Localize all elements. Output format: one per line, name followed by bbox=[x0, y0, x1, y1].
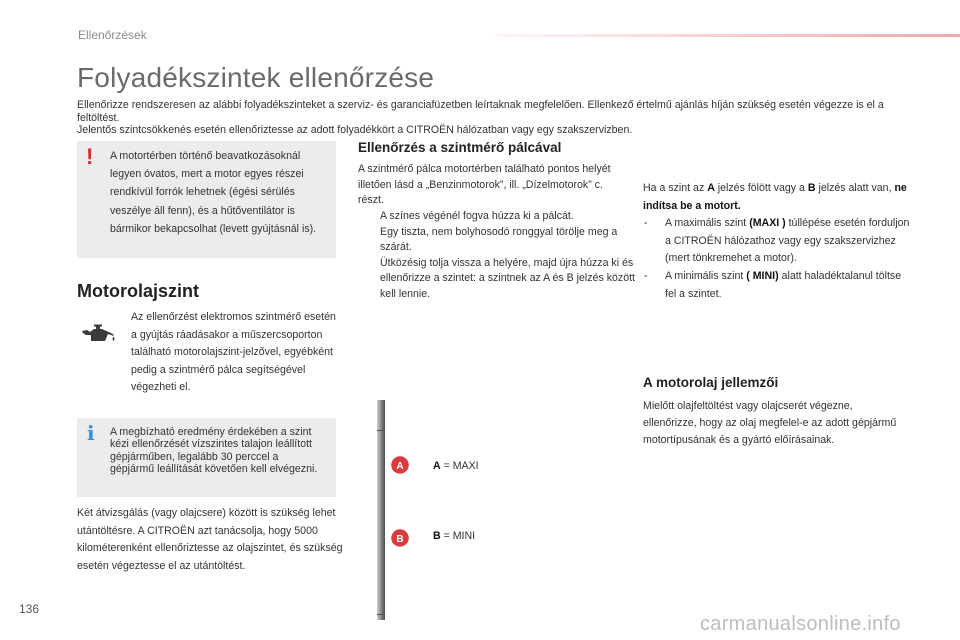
warning-text: A motortérben történő beavatkozásoknál legyen óvatos, mert a motor egyes részei rendkívül forrók lehetnek (égési sérülés veszélye áll fenn), és a hűtőventilátor is bármikor bekapcsolhat (levett gyújtásnál is). bbox=[110, 150, 317, 235]
dipstick-steps bbox=[358, 209, 636, 303]
motorolaj-text: Az ellenőrzést elektromos szintmérő esetén a gyújtás ráadásakor a műszercsoporton található motorolajszint-jelzővel, egyébként pedig a szintmérő pálca segítségével végezheti el. bbox=[131, 311, 336, 394]
list-item bbox=[358, 225, 636, 256]
list-item bbox=[358, 256, 636, 303]
page-title: Folyadékszintek ellenőrzése bbox=[77, 62, 435, 93]
dipstick-heading: Ellenőrzés a szintmérő pálcával bbox=[358, 140, 562, 155]
level-list bbox=[643, 215, 913, 303]
intro-paragraph: Jelentős szintcsökkenés esetén ellenőriztesse az adott folyadékkört a CITROËN hálózatban vagy egy szakszervizben. bbox=[77, 124, 633, 137]
oil-spec-heading: A motorolaj jellemzői bbox=[643, 375, 779, 390]
refill-text: Két átvizsgálás (vagy olajcsere) között is szükség lehet utántöltésre. A CITROËN azt tanácsolja, hogy 5000 kilométerenként ellenőriztesse az olajszintet, és szükség esetén végeztesse el az utántöltést. bbox=[77, 507, 343, 572]
info-box bbox=[77, 418, 336, 497]
watermark: carmanualsonline.info bbox=[700, 613, 901, 635]
section-label: Ellenőrzések bbox=[78, 28, 147, 42]
info-icon: i bbox=[87, 421, 95, 445]
intro-text bbox=[77, 99, 907, 137]
info-text: A megbízható eredmény érdekében a szint kézi ellenőrzését vízszintes talajon leállított gépjárműben, legalább 30 perccel a gépjármű leállítását követően kell elvégezni. bbox=[110, 426, 318, 476]
step-text: Ütközésig tolja vissza a helyére, majd újra húzza ki és ellenőrizze a szintet: a szintnek az A és B jelzés között kell lennie. bbox=[380, 256, 635, 300]
warning-box bbox=[77, 141, 336, 258]
dipstick-intro: A szintmérő pálca motortérben található pontos helyét illetően lásd a „Benzinmotorok”, ill. „Dízelmotorok” c. részt. bbox=[358, 163, 611, 207]
oil-can-icon bbox=[81, 322, 115, 344]
step-text: A színes végénél fogva húzza ki a pálcát. bbox=[380, 210, 574, 222]
page-number: 136 bbox=[19, 602, 40, 616]
list-item bbox=[358, 209, 636, 225]
marker-b: B bbox=[396, 534, 404, 545]
list-item: - A minimális szint ( MINI) alatt haladéktalanul töltse fel a szintet. bbox=[644, 269, 902, 300]
intro-paragraph: Ellenőrizze rendszeresen az alábbi folyadékszinteket a szerviz- és garanciafüzetben leírtaknak megfelelően. Ellenkező értelmű ajánlás híján szükség esetén végezze is el a feltöltést. bbox=[77, 99, 884, 124]
label-maxi: A = MAXI bbox=[433, 460, 479, 472]
step-text: Egy tiszta, nem bolyhosodó ronggyal törölje meg a szárát. bbox=[380, 225, 618, 254]
list-item: - A maximális szint (MAXI ) túllépése esetén forduljon a CITROËN hálózathoz vagy egy szakszervizhez (mert tönkremehet a motor). bbox=[644, 217, 910, 265]
oil-spec-text: Mielőtt olajfeltöltést vagy olajcserét végezne, ellenőrizze, hogy az olaj megfelel-e az adott gépjármű motortípusának és a gyártó előírásainak. bbox=[643, 400, 897, 447]
header-bar bbox=[495, 34, 960, 37]
motorolajszint-heading: Motorolajszint bbox=[77, 281, 199, 301]
level-info bbox=[643, 180, 913, 303]
marker-a: A bbox=[396, 461, 404, 472]
level-intro: Ha a szint az A jelzés fölött vagy a B jelzés alatt van, ne indítsa be a motort. bbox=[643, 182, 907, 212]
dipstick-illustration bbox=[372, 400, 412, 620]
label-mini: B = MINI bbox=[433, 530, 476, 542]
exclamation-icon: ! bbox=[86, 144, 94, 169]
